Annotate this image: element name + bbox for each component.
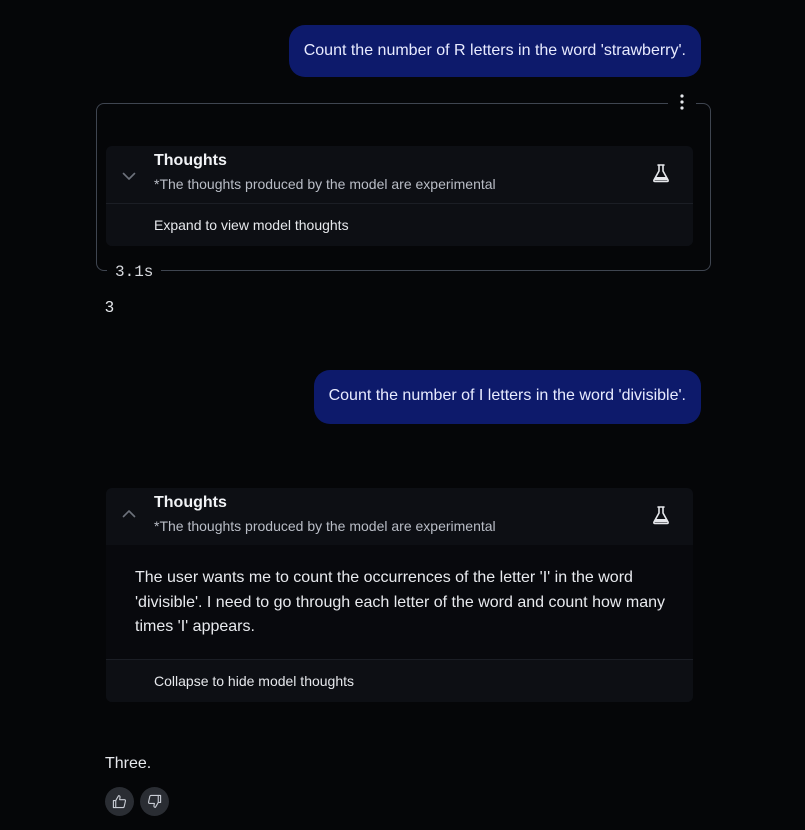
expand-thoughts-label: Expand to view model thoughts (154, 217, 349, 233)
thoughts-title: Thoughts (154, 152, 227, 169)
thumb-up-icon (112, 794, 127, 809)
collapse-thoughts-button[interactable] (106, 659, 693, 702)
model-answer: 3 (105, 299, 114, 316)
expand-thoughts-button[interactable] (106, 203, 693, 246)
chevron-up-icon[interactable] (121, 506, 137, 522)
thumb-up-button[interactable] (105, 787, 134, 816)
chevron-down-icon[interactable] (121, 168, 137, 184)
thoughts-panel (106, 146, 693, 246)
thoughts-header[interactable] (106, 146, 693, 203)
collapse-thoughts-label: Collapse to hide model thoughts (154, 673, 355, 689)
thumb-down-button[interactable] (140, 787, 169, 816)
thoughts-subtitle: *The thoughts produced by the model are experimental (154, 518, 496, 534)
more-options-button[interactable] (668, 90, 696, 114)
more-vert-icon (680, 94, 684, 110)
elapsed-time: 3.1s (107, 262, 161, 282)
thoughts-text: The user wants me to count the occurrences of the letter 'I' in the word 'divisible'. I need to go through each letter of the word and count how many times 'I' appears. (135, 569, 665, 635)
user-message-bubble: Count the number of R letters in the word 'strawberry'. (289, 25, 701, 77)
model-answer: Three. (105, 755, 152, 772)
flask-icon (650, 504, 672, 526)
thoughts-body (106, 545, 693, 659)
thoughts-header[interactable] (106, 488, 693, 545)
thumb-down-icon (147, 794, 162, 809)
thoughts-panel (106, 488, 693, 702)
user-message-bubble: Count the number of I letters in the word 'divisible'. (314, 370, 701, 424)
thoughts-title: Thoughts (154, 494, 227, 511)
flask-icon (650, 162, 672, 184)
thoughts-subtitle: *The thoughts produced by the model are experimental (154, 176, 496, 192)
